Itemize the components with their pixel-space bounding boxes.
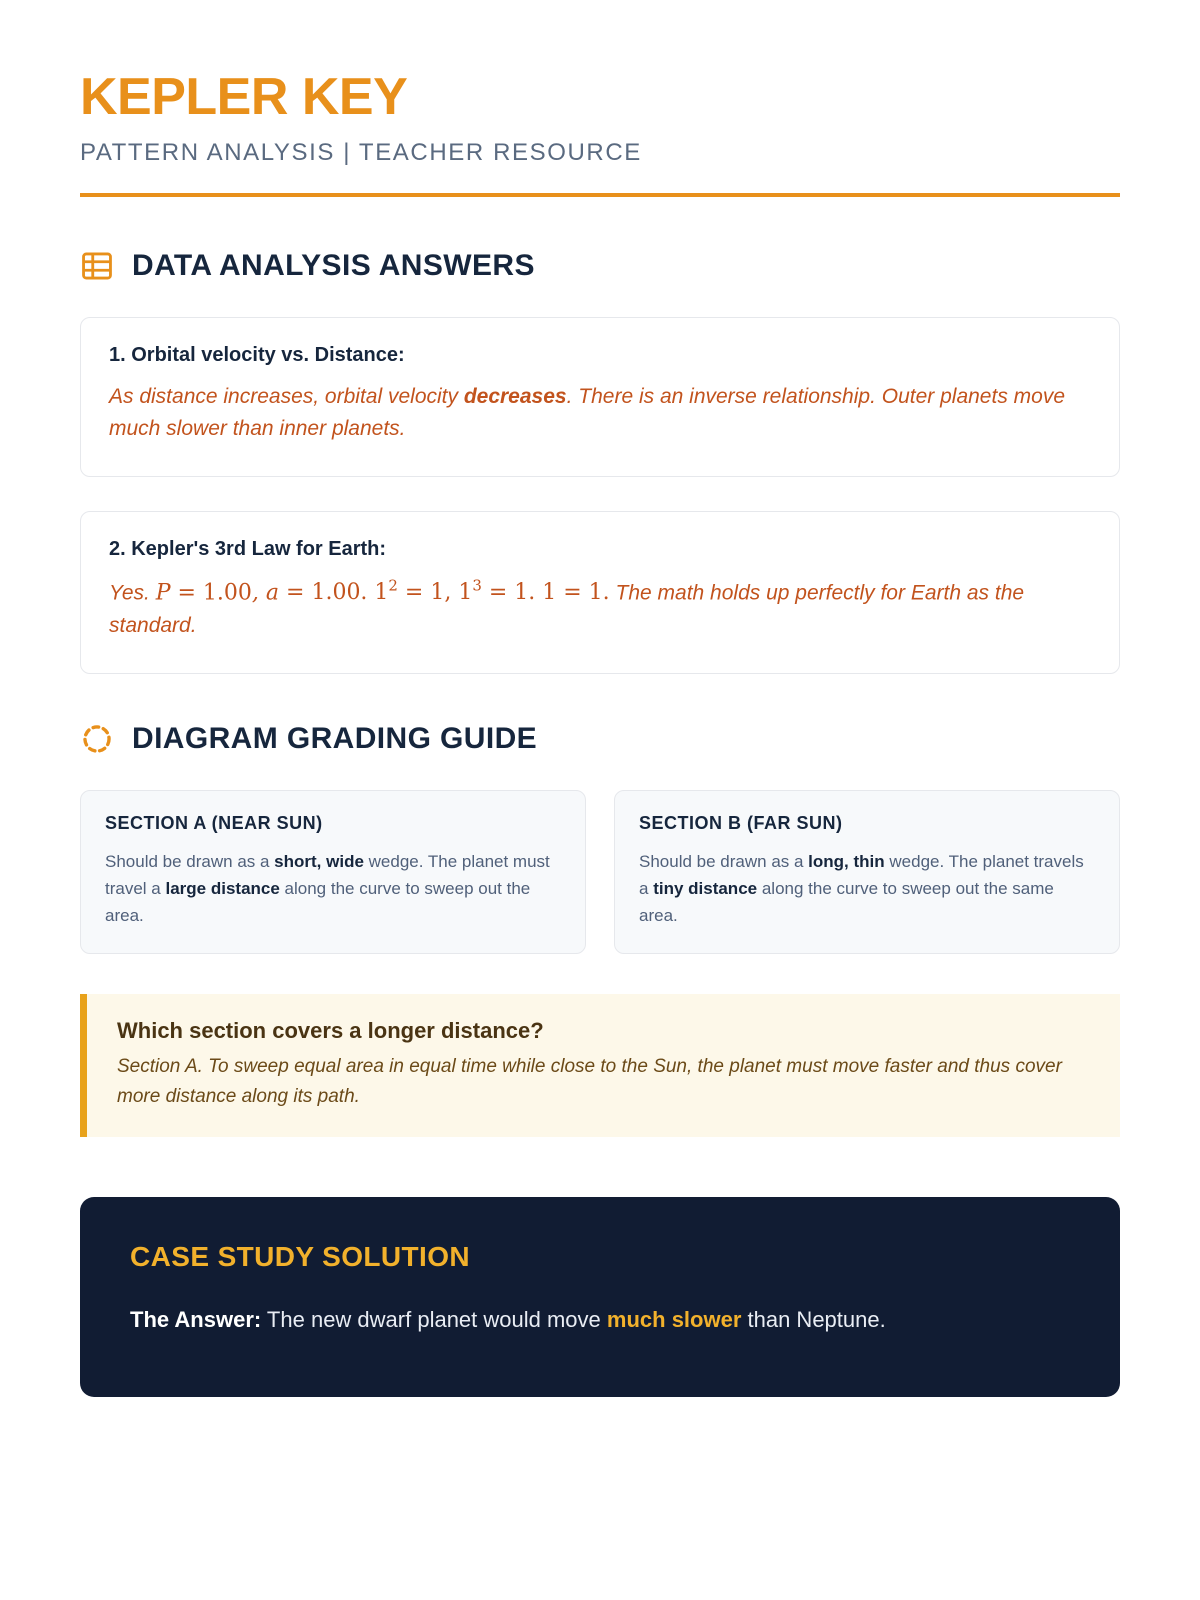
guide-card-title: SECTION A (NEAR SUN) (105, 812, 323, 833)
section-title: DIAGRAM GRADING GUIDE (132, 721, 538, 755)
page-title: KEPLER KEY (80, 68, 408, 126)
section-title: DATA ANALYSIS ANSWERS (132, 248, 535, 282)
guide-card-section-a (80, 790, 586, 955)
section-header-data-analysis (80, 249, 1120, 283)
answer-text: As distance increases, orbital velocity decreases. There is an inverse relationship. Outer planets move much slower than inner planets. (109, 384, 1066, 441)
callout-answer: Section A. To sweep equal area in equal time while close to the Sun, the planet must move faster and thus cover more distance along its path. (117, 1056, 1062, 1107)
callout-box (80, 994, 1120, 1137)
callout-question: Which section covers a longer distance? (117, 1018, 544, 1044)
section-diagram-guide (80, 722, 1120, 1137)
section-data-analysis (80, 249, 1120, 674)
answer-text: Yes. P = 1.00, a = 1.00. $1^2 = 1$, $1^3 = 1$. 1 = 1. The math holds up perfectly for Earth as the standard. (109, 576, 1025, 638)
case-study-answer-label: The Answer: (130, 1307, 262, 1333)
section-header-diagram-guide (80, 722, 1120, 756)
case-study-title: CASE STUDY SOLUTION (130, 1241, 471, 1273)
math-expression: P = 1.00, a = 1.00. $1^2 = 1$, $1^3 = 1$. 1 = 1. (155, 576, 610, 606)
page-subtitle: PATTERN ANALYSIS | TEACHER RESOURCE (80, 138, 642, 166)
guide-card-body: Should be drawn as a short, wide wedge. The planet must travel a large distance along the curve to sweep out the area. (105, 851, 550, 926)
answer-question: 2. Kepler's 3rd Law for Earth: (109, 537, 387, 560)
table-icon (80, 249, 114, 283)
header-divider (80, 193, 1120, 197)
answer-card (80, 317, 1120, 477)
case-study-answer: The Answer: The new dwarf planet would move much slower than Neptune. (130, 1307, 886, 1333)
guide-card-row (80, 790, 1120, 955)
guide-card-body: Should be drawn as a long, thin wedge. The planet travels a tiny distance along the curve to sweep out the same area. (639, 851, 1084, 926)
document-header (80, 70, 1120, 197)
answer-card (80, 511, 1120, 674)
dashed-circle-icon (80, 722, 114, 756)
case-study-panel (80, 1197, 1120, 1397)
guide-card-title: SECTION B (FAR SUN) (639, 812, 843, 833)
guide-card-section-b (614, 790, 1120, 955)
answer-question: 1. Orbital velocity vs. Distance: (109, 343, 405, 366)
